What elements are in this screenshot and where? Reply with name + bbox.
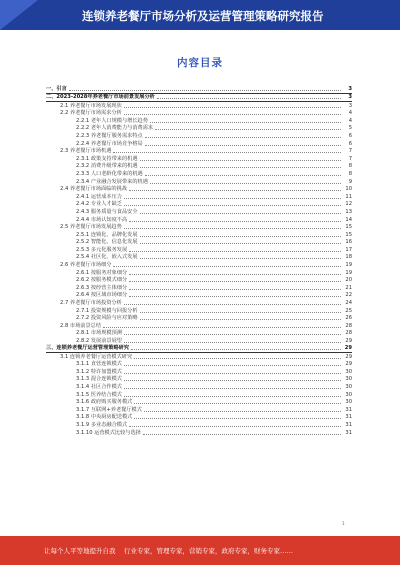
toc-entry-text: 2.7 养老餐厅市场投资分析 [60, 300, 122, 307]
toc-entry-text: 2.7.1 投资规模与回报分析 [76, 307, 138, 314]
toc-dot-leader [129, 289, 341, 290]
toc-dot-leader [140, 312, 341, 313]
toc-entry-text: 3.1.7 互联网+养老餐厅模式 [76, 406, 142, 413]
toc-entry-page: 3 [348, 94, 352, 100]
toc-entry[interactable] [46, 261, 352, 269]
table-of-contents [46, 86, 352, 437]
toc-entry-page: 26 [345, 315, 352, 322]
footer-text: 让每个人平等地提升自我 [44, 547, 116, 555]
toc-entry[interactable] [46, 193, 352, 201]
toc-dot-leader [145, 137, 341, 138]
toc-entry-page: 15 [345, 224, 352, 231]
toc-entry-page: 20 [345, 277, 352, 284]
toc-entry-page: 25 [345, 307, 352, 314]
toc-entry[interactable] [46, 239, 352, 247]
toc-dot-leader [124, 205, 341, 206]
toc-dot-leader [124, 198, 341, 199]
toc-entry-page: 29 [345, 361, 352, 368]
toc-entry[interactable] [46, 216, 352, 224]
toc-entry[interactable] [46, 170, 352, 178]
toc-dot-leader [140, 258, 341, 259]
toc-entry-page: 19 [345, 262, 352, 269]
toc-dot-leader [144, 411, 341, 412]
toc-entry[interactable] [46, 383, 352, 391]
toc-dot-leader [69, 90, 341, 91]
toc-entry-text: 2.7.2 投资风险与应对策略 [76, 315, 138, 322]
toc-entry-text: 一、引言 [46, 86, 67, 92]
toc-dot-leader [150, 122, 341, 123]
toc-entry[interactable] [46, 125, 352, 133]
toc-entry[interactable] [46, 368, 352, 376]
toc-entry[interactable] [46, 94, 352, 102]
toc-dot-leader [140, 167, 341, 168]
toc-entry-text: 2.2.3 养老餐厅服务需求特点 [76, 132, 143, 139]
toc-dot-leader [140, 319, 341, 320]
toc-dot-leader [124, 228, 341, 229]
toc-dot-leader [140, 243, 341, 244]
toc-entry-page: 17 [345, 246, 352, 253]
toc-entry-text: 2.6.2 按服务模式细分 [76, 277, 128, 284]
toc-entry[interactable] [46, 148, 352, 156]
toc-entry-text: 3.1.3 混合连锁模式 [76, 376, 122, 383]
toc-entry[interactable] [46, 277, 352, 285]
toc-entry-text: 3.1.6 政府购买服务模式 [76, 399, 133, 406]
toc-entry-text: 3.1.5 医养结合模式 [76, 391, 122, 398]
toc-entry-text: 2.4.2 专业人才缺乏 [76, 201, 122, 208]
toc-entry[interactable] [46, 178, 352, 186]
toc-dot-leader [124, 114, 341, 115]
report-title: 连锁养老餐厅市场分析及运营管理策略研究报告 [82, 9, 324, 23]
toc-entry[interactable] [46, 376, 352, 384]
toc-dot-leader [124, 334, 341, 335]
toc-entry[interactable] [46, 246, 352, 254]
toc-dot-leader [140, 160, 341, 161]
toc-entry[interactable] [46, 307, 352, 315]
toc-entry-text: 2.5.3 多元化服务发展 [76, 246, 128, 253]
toc-entry-page: 16 [345, 239, 352, 246]
toc-dot-leader [131, 349, 341, 350]
toc-entry-page: 28 [345, 322, 352, 329]
toc-entry-text: 2.6 养老餐厅市场细分 [60, 262, 112, 269]
toc-entry-page: 12 [345, 201, 352, 208]
toc-entry-page: 24 [345, 300, 352, 307]
toc-entry-page: 8 [348, 170, 352, 177]
toc-entry[interactable] [46, 322, 352, 330]
toc-dot-leader [155, 129, 341, 130]
toc-entry-text: 2.6.1 按服务对象细分 [76, 269, 128, 276]
toc-entry-page: 28 [345, 330, 352, 337]
toc-entry-text: 3.1.1 直营连锁模式 [76, 361, 122, 368]
toc-dot-leader [129, 274, 341, 275]
toc-entry-page: 6 [348, 132, 352, 139]
toc-entry[interactable] [46, 269, 352, 277]
toc-dot-leader [124, 365, 341, 366]
toc-dot-leader [129, 251, 341, 252]
toc-dot-leader [129, 426, 341, 427]
toc-entry-text: 2.3.2 消费升级带来的机遇 [76, 163, 138, 170]
toc-entry-text: 2.2 养老餐厅市场需求分析 [60, 110, 122, 117]
toc-entry-page: 19 [345, 269, 352, 276]
toc-entry[interactable] [46, 155, 352, 163]
toc-entry-text: 3.1.10 运营模式比较与选择 [76, 429, 141, 436]
toc-entry-page: 15 [345, 231, 352, 238]
toc-entry[interactable] [46, 299, 352, 307]
toc-entry-text: 3.1.2 特许加盟模式 [76, 368, 122, 375]
toc-entry[interactable] [46, 117, 352, 125]
toc-entry-text: 2.8.2 发展前景展望 [76, 338, 122, 344]
toc-entry-page: 10 [345, 186, 352, 193]
toc-dot-leader [150, 183, 341, 184]
toc-entry-text: 3.1.9 多业态融合模式 [76, 421, 128, 428]
toc-entry-page: 4 [348, 110, 352, 117]
toc-entry-text: 2.5.1 连锁化、品牌化发展 [76, 231, 138, 238]
toc-entry[interactable] [46, 186, 352, 194]
toc-entry[interactable] [46, 337, 352, 345]
toc-entry-text: 2.1 养老餐厅市场发展现状 [60, 102, 122, 109]
toc-dot-leader [134, 403, 341, 404]
toc-entry[interactable] [46, 414, 352, 422]
toc-dot-leader [113, 152, 341, 153]
toc-dot-leader [145, 145, 341, 146]
toc-entry[interactable] [46, 292, 352, 300]
toc-dot-leader [145, 175, 341, 176]
toc-entry-text: 2.4.3 服务质量与食品安全 [76, 208, 138, 215]
toc-dot-leader [140, 213, 341, 214]
toc-entry-text: 2.8 市场前景总结 [60, 322, 102, 329]
toc-entry-text: 二、2023-2028年养老餐厅市场前景发展分析 [46, 94, 155, 100]
toc-entry[interactable] [46, 231, 352, 239]
header-banner [0, 0, 400, 30]
toc-dot-leader [124, 304, 341, 305]
toc-entry-page: 31 [345, 421, 352, 428]
toc-entry-text: 2.5.2 智能化、信息化发展 [76, 239, 138, 246]
toc-entry[interactable] [46, 361, 352, 369]
toc-entry-page: 3 [348, 102, 352, 109]
toc-entry-page: 11 [345, 193, 352, 200]
toc-entry-page: 30 [345, 383, 352, 390]
header-accent-wedge [0, 0, 38, 30]
page-number: 1 [342, 522, 345, 527]
toc-entry[interactable] [46, 345, 352, 353]
toc-entry-text: 2.3.4 产业融合发展带来的机遇 [76, 178, 148, 185]
toc-entry-text: 2.2.2 老年人消费能力与消费需求 [76, 125, 154, 132]
footer-banner [0, 536, 400, 565]
toc-entry[interactable] [46, 421, 352, 429]
toc-entry-page: 22 [345, 292, 352, 299]
toc-entry-page: 31 [345, 414, 352, 421]
toc-entry-text: 2.5 养老餐厅市场发展趋势 [60, 224, 122, 231]
toc-dot-leader [140, 236, 341, 237]
toc-entry-text: 2.4 养老餐厅市场面临的挑战 [60, 186, 127, 193]
toc-dot-leader [143, 434, 341, 435]
toc-entry[interactable] [46, 330, 352, 338]
toc-entry[interactable] [46, 429, 352, 437]
toc-entry[interactable] [46, 201, 352, 209]
toc-entry-text: 2.8.1 市场规模预测 [76, 330, 122, 337]
toc-dot-leader [157, 98, 341, 99]
toc-entry[interactable] [46, 132, 352, 140]
toc-entry[interactable] [46, 86, 352, 94]
toc-dot-leader [124, 388, 341, 389]
toc-entry-text: 3.1 连锁养老餐厅运营模式研究 [60, 353, 133, 360]
toc-dot-leader [129, 281, 341, 282]
toc-entry[interactable] [46, 208, 352, 216]
toc-entry-text: 2.6.4 按区域市场细分 [76, 292, 128, 299]
footer-slogan: 行业专家，管理专家，营销专家，政府专家，财务专家…… [124, 547, 293, 555]
toc-entry-page: 31 [345, 429, 352, 436]
toc-entry-page: 29 [344, 345, 352, 351]
toc-entry-text: 2.2.1 老年人口规模与增长趋势 [76, 117, 148, 124]
toc-entry-page: 8 [348, 163, 352, 170]
toc-entry-page: 7 [348, 155, 352, 162]
toc-title: 内容目录 [177, 57, 223, 69]
toc-entry[interactable] [46, 102, 352, 110]
toc-entry-page: 30 [345, 391, 352, 398]
toc-entry[interactable] [46, 110, 352, 118]
toc-entry[interactable] [46, 284, 352, 292]
toc-dot-leader [129, 221, 341, 222]
toc-entry[interactable] [46, 163, 352, 171]
toc-entry-page: 4 [348, 117, 352, 124]
toc-entry-page: 30 [345, 368, 352, 375]
toc-entry[interactable] [46, 254, 352, 262]
toc-entry[interactable] [46, 391, 352, 399]
toc-entry-page: 14 [345, 216, 352, 223]
toc-entry-page: 7 [348, 148, 352, 155]
toc-entry-page: 6 [348, 140, 352, 147]
toc-entry-text: 2.3.1 政策支持带来的机遇 [76, 155, 138, 162]
toc-entry-page: 13 [345, 208, 352, 215]
toc-dot-leader [124, 373, 341, 374]
toc-dot-leader [124, 380, 341, 381]
toc-dot-leader [124, 342, 341, 343]
toc-dot-leader [129, 190, 341, 191]
toc-entry-text: 2.5.4 社区化、嵌入式发展 [76, 254, 138, 261]
toc-dot-leader [124, 396, 341, 397]
toc-entry-page: 31 [345, 406, 352, 413]
toc-entry[interactable] [46, 399, 352, 407]
toc-entry-text: 2.6.3 按经营主体细分 [76, 284, 128, 291]
toc-entry[interactable] [46, 353, 352, 361]
toc-entry-text: 2.2.4 养老餐厅市场竞争格局 [76, 140, 143, 147]
toc-entry[interactable] [46, 224, 352, 232]
toc-entry-page: 5 [348, 125, 352, 132]
toc-entry-page: 9 [348, 178, 352, 185]
toc-entry-page: 18 [345, 254, 352, 261]
toc-entry-page: 29 [345, 353, 352, 360]
toc-entry-page: 30 [345, 399, 352, 406]
toc-entry-text: 2.4.1 运营成本压力 [76, 193, 122, 200]
toc-entry-page: 30 [345, 376, 352, 383]
toc-entry[interactable] [46, 406, 352, 414]
toc-entry-page: 3 [348, 86, 352, 92]
toc-entry-text: 2.3 养老餐厅市场机遇 [60, 148, 112, 155]
toc-entry-page: 29 [345, 338, 352, 344]
toc-dot-leader [103, 327, 341, 328]
toc-dot-leader [113, 266, 341, 267]
toc-entry-page: 21 [345, 284, 352, 291]
toc-dot-leader [124, 107, 341, 108]
toc-dot-leader [134, 358, 341, 359]
toc-entry-text: 2.4.4 市场认知度不高 [76, 216, 128, 223]
toc-entry[interactable] [46, 315, 352, 323]
toc-entry[interactable] [46, 140, 352, 148]
toc-dot-leader [134, 418, 341, 419]
toc-entry-text: 3.1.4 社区合作模式 [76, 383, 122, 390]
toc-dot-leader [129, 296, 341, 297]
toc-entry-text: 2.3.3 人口老龄化带来的机遇 [76, 170, 143, 177]
toc-entry-text: 3.1.8 中央厨房配送模式 [76, 414, 133, 421]
toc-entry-text: 三、连锁养老餐厅运营管理策略研究 [46, 345, 130, 351]
